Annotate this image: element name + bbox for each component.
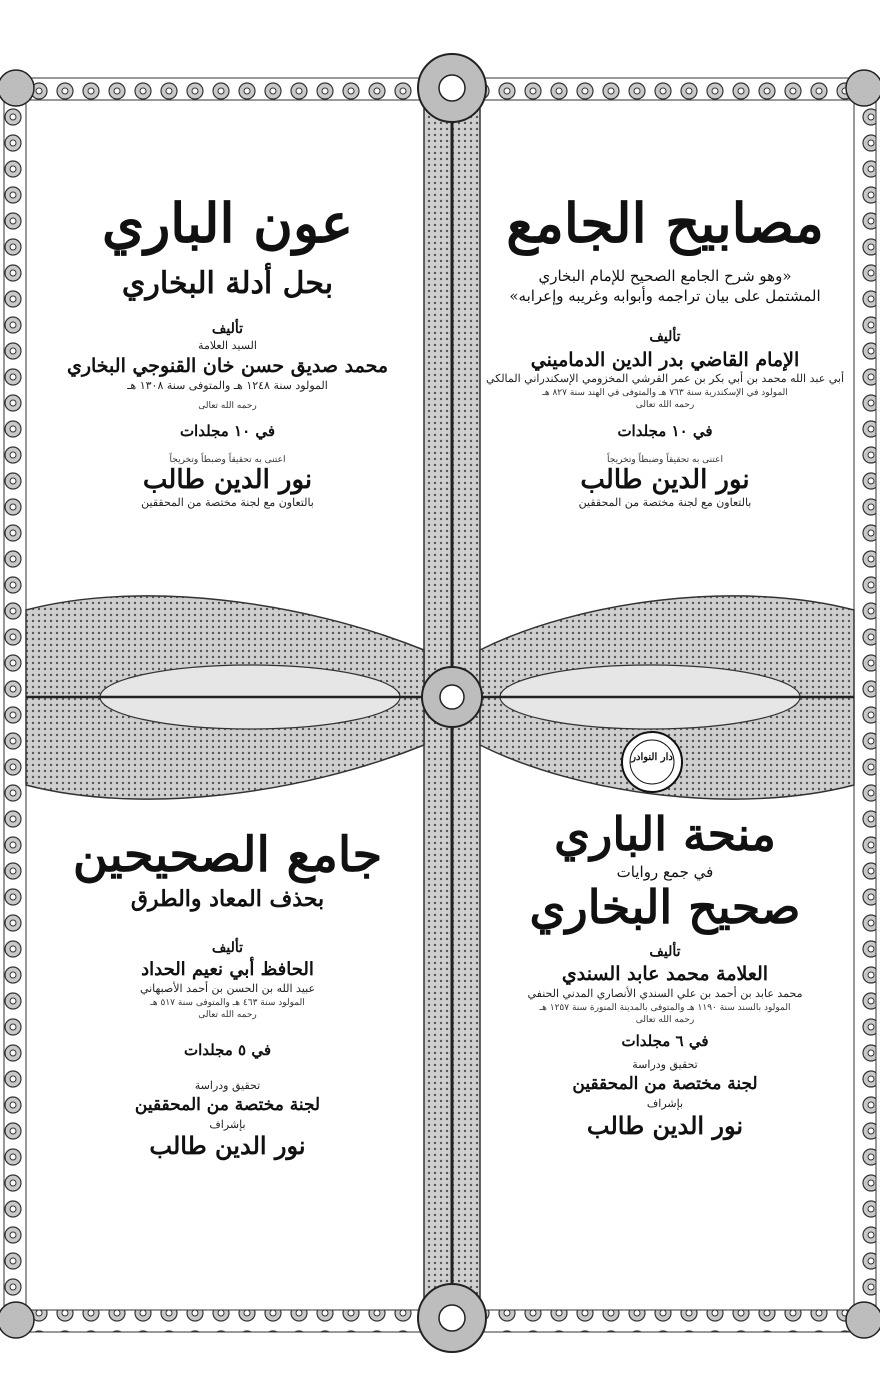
author-dates: المولود في الإسكندرية سنة ٧٦٣ هـ والمتوفى في الهند سنة ٨٢٧ هـ (542, 388, 788, 399)
book-title: منحة الباري (554, 807, 776, 861)
volume-count: في ١٠ مجلدات (179, 421, 276, 440)
author-name: العلامة محمد عابد السندي (561, 963, 769, 986)
collaboration-note: بالتعاون مع لجنة مختصة من المحققين (578, 495, 752, 509)
supervision-label: بإشراف (646, 1096, 684, 1110)
book-subtitle-line-2: المشتمل على بيان تراجمه وأبوابه وغريبه وإعرابه» (509, 286, 821, 305)
author-name: الحافظ أبي نعيم الحداد (141, 959, 314, 981)
author-name: محمد صديق حسن خان القنوجي البخاري (66, 355, 389, 378)
panel-awn-al-bari (40, 191, 415, 511)
editor-block (480, 454, 850, 511)
editor-name: نور الدين طالب (149, 1131, 306, 1161)
author-honorific: السيد العلامة (198, 339, 257, 353)
editor-name: نور الدين طالب (586, 1110, 744, 1140)
panel-jami-al-sahihayn (40, 827, 415, 1161)
book-subtitle: بحذف المعاد والطرق (130, 886, 325, 913)
author-full-name: أبي عبد الله محمد بن أبي بكر بن عمر القرشي المخزومي الإسكندراني المالكي (485, 372, 845, 386)
authored-label: تأليف (211, 939, 244, 956)
corner-rosette-tr (846, 70, 880, 106)
rahimahu-text: رحمه الله تعالى (198, 1009, 257, 1020)
edit-label: اعتنى به تحقيقاً وضبطاً وتخريجاً (169, 454, 286, 465)
book-title: مصابيح الجامع (506, 191, 824, 255)
editor-block (40, 1079, 415, 1160)
edit-label: اعتنى به تحقيقاً وضبطاً وتخريجاً (607, 454, 723, 465)
seal-text: دار النوادر (631, 752, 673, 763)
collaboration-note: بالتعاون مع لجنة مختصة من المحققين (141, 495, 314, 509)
book-subtitle-line-1: «وهو شرح الجامع الصحيح للإمام البخاري (538, 266, 792, 285)
book-subtitle: بحل أدلة البخاري (121, 265, 334, 301)
corner-rosette-bl (0, 1302, 34, 1338)
volume-count: في ١٠ مجلدات (617, 421, 713, 440)
editor-block (40, 454, 415, 511)
publisher-seal (620, 730, 684, 794)
author-full-name: عبيد الله بن الحسن بن أحمد الأصبهاني (139, 981, 316, 995)
authored-label: تأليف (649, 329, 681, 346)
book-title-2: صحيح البخاري (529, 879, 801, 934)
committee-name: لجنة مختصة من المحققين (572, 1074, 758, 1095)
corner-rosette-br (846, 1302, 880, 1338)
volume-count: في ٥ مجلدات (183, 1040, 272, 1059)
author-dates: المولود سنة ٤٦٣ هـ والمتوفى سنة ٥١٧ هـ (150, 997, 305, 1008)
volume-count: في ٦ مجلدات (621, 1032, 709, 1051)
supervision-label: بإشراف (209, 1117, 246, 1131)
author-full-name: محمد عابد بن أحمد بن علي السندي الأنصاري المدني الحنفي (527, 987, 803, 1001)
study-label: تحقيق ودراسة (194, 1078, 261, 1092)
editor-name: نور الدين طالب (142, 464, 313, 495)
editor-name: نور الدين طالب (580, 464, 750, 495)
author-dates: المولود سنة ١٢٤٨ هـ والمتوفى سنة ١٣٠٨ هـ (127, 378, 328, 392)
author-name: الإمام القاضي بدر الدين الدماميني (530, 348, 800, 371)
editor-block (480, 1058, 850, 1139)
authored-label: تأليف (649, 943, 681, 960)
rahimahu-text: رحمه الله تعالى (635, 400, 695, 411)
panel-masabih (480, 191, 850, 510)
authored-label: تأليف (211, 320, 244, 337)
border-left (4, 78, 26, 1332)
book-title: جامع الصحيحين (72, 827, 383, 883)
corner-rosette-tl (0, 70, 34, 106)
rahimahu-text: رحمه الله تعالى (635, 1015, 695, 1026)
study-label: تحقيق ودراسة (632, 1058, 698, 1072)
author-dates: المولود بالسند سنة ١١٩٠ هـ والمتوفى بالمدينة المنورة سنة ١٢٥٧ هـ (539, 1002, 791, 1013)
book-title-connector: في جمع روايات (616, 863, 714, 882)
border-right (854, 78, 876, 1332)
book-title: عون الباري (101, 191, 354, 255)
panel-minhat-al-bari (480, 807, 850, 1140)
rahimahu-text: رحمه الله تعالى (198, 400, 257, 411)
committee-name: لجنة مختصة من المحققين (134, 1094, 321, 1115)
